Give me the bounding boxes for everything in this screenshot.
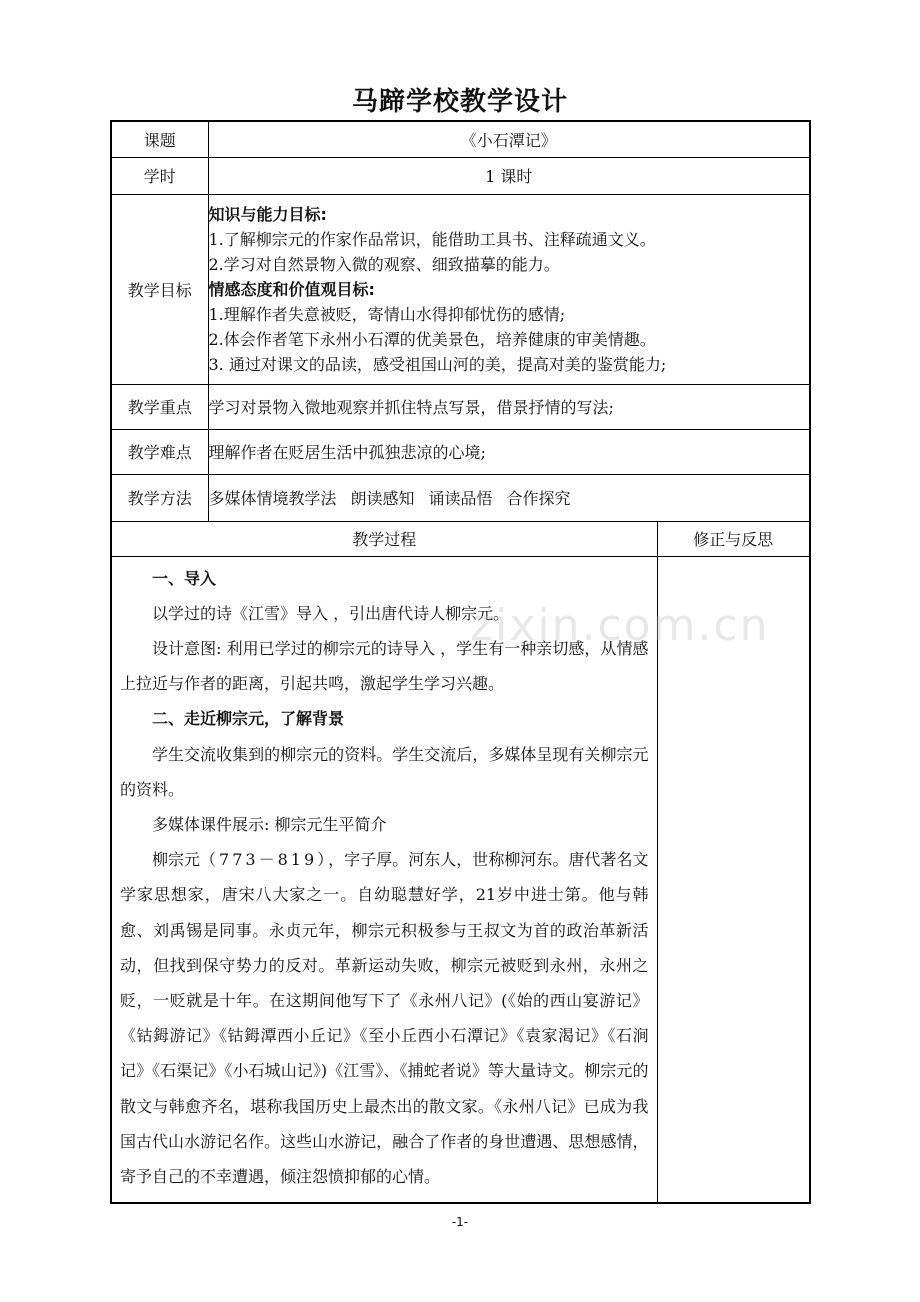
methods-label: 教学方法: [111, 474, 208, 521]
difficulties-value: 理解作者在贬居生活中孤独悲凉的心境;: [208, 429, 810, 474]
paragraph: 学生交流收集到的柳宗元的资料。学生交流后，多媒体呈现有关柳宗元的资料。: [120, 744, 649, 799]
bio-years: （773－819）: [200, 850, 329, 870]
topic-value: 《小石潭记》: [208, 121, 810, 157]
paragraph: 多媒体课件展示: 柳宗元生平简介: [152, 814, 387, 834]
biography-paragraph: [120, 842, 649, 1194]
document-title: 马蹄学校教学设计: [351, 87, 568, 117]
row-methods: [111, 474, 810, 521]
reflection-header: 修正与反思: [657, 521, 810, 556]
section-heading-background: 二、走近柳宗元，了解背景: [152, 709, 345, 729]
reflection-cell: [657, 556, 810, 1203]
emotion-heading: 情感态度和价值观目标:: [208, 279, 375, 299]
row-key-points: [111, 384, 810, 429]
key-points-label: 教学重点: [111, 384, 208, 429]
paragraph: 以学过的诗《江雪》导入 ，引出唐代诗人柳宗元。: [152, 603, 510, 623]
process-header: 教学过程: [111, 521, 657, 556]
row-objectives: [111, 194, 810, 384]
method-item: 朗读感知: [350, 489, 415, 508]
objectives-content: [208, 194, 810, 384]
row-process-header: [111, 521, 810, 556]
topic-label: 课题: [111, 121, 208, 157]
watermark: zixin.com.cn: [470, 600, 770, 651]
objectives-label: 教学目标: [111, 194, 208, 384]
row-topic: [111, 121, 810, 157]
paragraph: 设计意图: 利用已学过的柳宗元的诗导入 ，学生有一种亲切感，从情感上拉近与作者的距离，引起共鸣，激起学生学习兴趣。: [120, 638, 649, 694]
bio-name: 柳宗元: [152, 850, 201, 870]
key-points-value: 学习对景物入微地观察并抓住特点写景，借景抒情的写法;: [208, 384, 810, 429]
methods-value: [208, 474, 810, 521]
lesson-plan-table: [110, 120, 811, 1204]
hours-value: 1 课时: [208, 157, 810, 194]
bio-text: ，字子厚。河东人，世称柳河东。唐代著名文学家思想家，唐宋八大家之一。自幼聪慧好学，21岁中进士第。他与韩愈、刘禹锡是同事。永贞元年，柳宗元积极参与王叔文为首的政治革新活动，但找到保守势力的反对。革新运动失败，柳宗元被贬到永州，永州之贬，一贬就是十年。在这期间他写下了《永州八记》(《始的西山宴游记》《钴鉧游记》《钴鉧潭西小丘记》《至小丘西小石潭记》《袁家渴记》《石涧记》《石渠记》《小石城山记》)《江雪》、《捕蛇者说》等大量诗文。柳宗元的散文与韩愈齐名，堪称我国历史上最杰出的散文家。《永州八记》已成为我国古代山水游记名作。这些山水游记，融合了作者的身世遭遇、思想感情，寄予自己的不幸遭遇，倾注怨愤抑郁的心情。: [120, 850, 649, 1186]
hours-label: 学时: [111, 157, 208, 194]
row-difficulties: [111, 429, 810, 474]
method-item: 合作探究: [506, 489, 571, 508]
difficulties-label: 教学难点: [111, 429, 208, 474]
process-content: [111, 556, 657, 1203]
knowledge-item: 1.了解柳宗元的作家作品常识，能借助工具书、注释疏通文义。: [208, 229, 656, 249]
method-item: 诵读品悟: [428, 489, 493, 508]
emotion-item: 1.理解作者失意被贬，寄情山水得抑郁忧伤的感情;: [208, 304, 566, 324]
section-heading-intro: 一、导入: [152, 568, 217, 588]
method-item: 多媒体情境教学法: [208, 489, 337, 508]
knowledge-item: 2.学习对自然景物入微的观察、细致描摹的能力。: [208, 254, 560, 274]
page-number: -1-: [451, 1215, 469, 1229]
row-process-body: [111, 556, 810, 1203]
knowledge-heading: 知识与能力目标:: [208, 204, 327, 224]
emotion-item: 3. 通过对课文的品读，感受祖国山河的美，提高对美的鉴赏能力;: [208, 354, 667, 374]
row-hours: [111, 157, 810, 194]
emotion-item: 2.体会作者笔下永州小石潭的优美景色，培养健康的审美情趣。: [208, 329, 656, 349]
